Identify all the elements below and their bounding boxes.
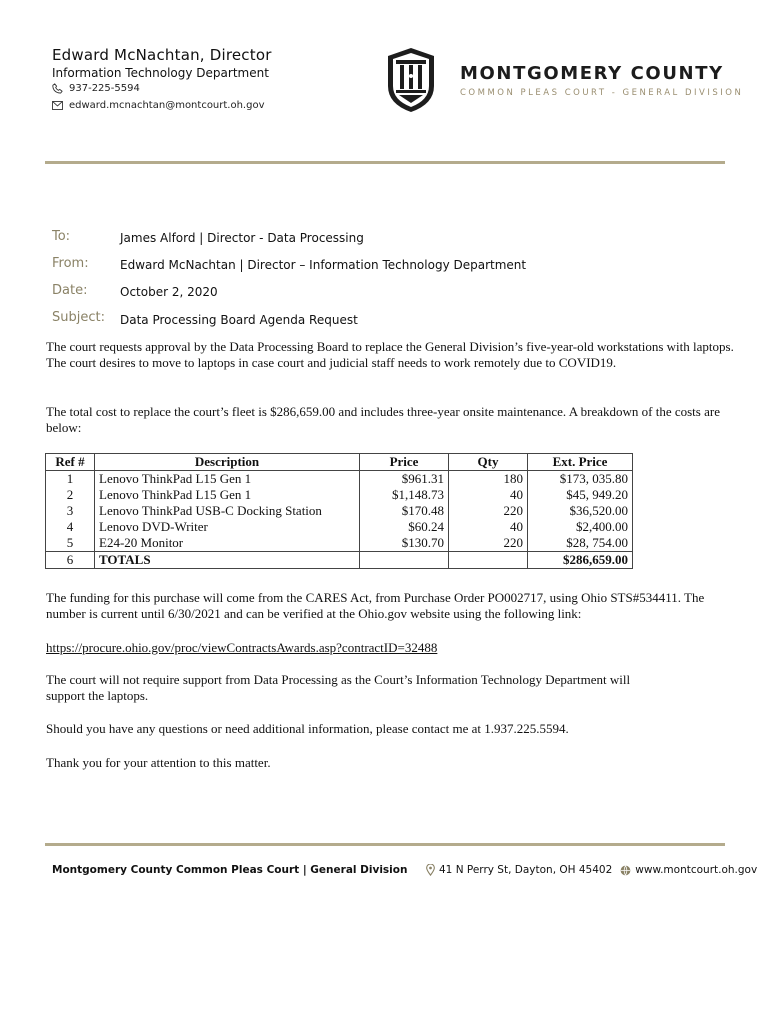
totals-value: $286,659.00 (528, 552, 633, 569)
cell-ref: 3 (46, 503, 95, 519)
cell-price: $1,148.73 (360, 487, 449, 503)
cell-qty: 40 (449, 519, 528, 535)
col-header-qty: Qty (449, 454, 528, 471)
totals-label: TOTALS (95, 552, 360, 569)
totals-row (46, 552, 633, 569)
phone-icon (52, 83, 63, 94)
cell-price: $60.24 (360, 519, 449, 535)
cell-price: $130.70 (360, 535, 449, 552)
cell-price: $961.31 (360, 471, 449, 488)
cell-price: $170.48 (360, 503, 449, 519)
cell-qty: 220 (449, 503, 528, 519)
footer-address: 41 N Perry St, Dayton, OH 45402 (439, 864, 613, 876)
cell-ext-price: $45, 949.20 (528, 487, 633, 503)
cell-ref: 4 (46, 519, 95, 535)
cell-description: Lenovo ThinkPad L15 Gen 1 (95, 471, 360, 488)
date-label: Date: (52, 283, 88, 298)
contract-link[interactable]: https://procure.ohio.gov/proc/viewContractsAwards.asp?contractID=32488 (46, 640, 438, 655)
subject-value: Data Processing Board Agenda Request (120, 313, 358, 327)
cell-ext-price: $28, 754.00 (528, 535, 633, 552)
sender-department: Information Technology Department (52, 66, 269, 80)
cell-description: Lenovo ThinkPad L15 Gen 1 (95, 487, 360, 503)
col-header-ref: Ref # (46, 454, 95, 471)
from-label: From: (52, 256, 89, 271)
sender-email-row (52, 100, 265, 111)
header-divider (45, 161, 725, 164)
sender-name: Edward McNachtan, Director (52, 46, 272, 64)
cell-ref: 5 (46, 535, 95, 552)
cell-empty (360, 552, 449, 569)
table-row (46, 535, 633, 552)
sender-email: edward.mcnachtan@montcourt.oh.gov (69, 100, 265, 111)
sender-phone-row (52, 83, 140, 94)
cell-ref: 6 (46, 552, 95, 569)
date-value: October 2, 2020 (120, 285, 218, 299)
globe-icon (620, 865, 631, 876)
cell-ext-price: $173, 035.80 (528, 471, 633, 488)
paragraph-thanks: Thank you for your attention to this matter. (46, 755, 271, 770)
cell-qty: 40 (449, 487, 528, 503)
paragraph-contact: Should you have any questions or need additional information, please contact me at 1.937.225.5594. (46, 721, 569, 736)
cell-empty (449, 552, 528, 569)
division-subtitle: COMMON PLEAS COURT - GENERAL DIVISION (460, 88, 744, 98)
col-header-ext-price: Ext. Price (528, 454, 633, 471)
to-value: James Alford | Director - Data Processing (120, 231, 364, 245)
cell-qty: 180 (449, 471, 528, 488)
cell-description: Lenovo DVD-Writer (95, 519, 360, 535)
county-title: MONTGOMERY COUNTY (460, 63, 724, 84)
paragraph-total-cost: The total cost to replace the court’s fleet is $286,659.00 and includes three-year onsite maintenance. A breakdown of the costs are below: (46, 404, 720, 435)
footer-organization: Montgomery County Common Pleas Court | General Division (52, 864, 408, 876)
cell-description: Lenovo ThinkPad USB-C Docking Station (95, 503, 360, 519)
paragraph-funding: The funding for this purchase will come from the CARES Act, from Purchase Order PO002717, using Ohio STS#534411. The number is current until 6/30/2021 and can be verified at the Ohio.gov website using the following link: (46, 590, 705, 621)
table-row (46, 503, 633, 519)
cell-ref: 2 (46, 487, 95, 503)
cell-description: E24-20 Monitor (95, 535, 360, 552)
from-value: Edward McNachtan | Director – Information Technology Department (120, 258, 527, 272)
col-header-description: Description (95, 454, 360, 471)
to-label: To: (52, 229, 71, 244)
table-row (46, 487, 633, 503)
footer-website[interactable]: www.montcourt.oh.gov (635, 864, 758, 876)
cell-ref: 1 (46, 471, 95, 488)
paragraph-request: The court requests approval by the Data Processing Board to replace the General Division’s five-year-old workstations with laptops. The court desires to move to laptops in case court and judicial staff needs to work remotely due to COVID19. (46, 339, 734, 370)
col-header-price: Price (360, 454, 449, 471)
footer-contact (426, 864, 757, 876)
table-row (46, 519, 633, 535)
footer-divider (45, 843, 725, 846)
table-header-row (46, 454, 633, 471)
cell-ext-price: $2,400.00 (528, 519, 633, 535)
subject-label: Subject: (52, 310, 105, 325)
cost-breakdown-table (45, 453, 633, 569)
cell-qty: 220 (449, 535, 528, 552)
sender-phone: 937-225-5594 (69, 83, 140, 94)
envelope-icon (52, 101, 63, 110)
cell-ext-price: $36,520.00 (528, 503, 633, 519)
table-row (46, 471, 633, 488)
paragraph-support: The court will not require support from Data Processing as the Court’s Information Technology Department will support the laptops. (46, 672, 631, 703)
location-pin-icon (426, 864, 435, 876)
court-seal-logo (384, 46, 438, 114)
